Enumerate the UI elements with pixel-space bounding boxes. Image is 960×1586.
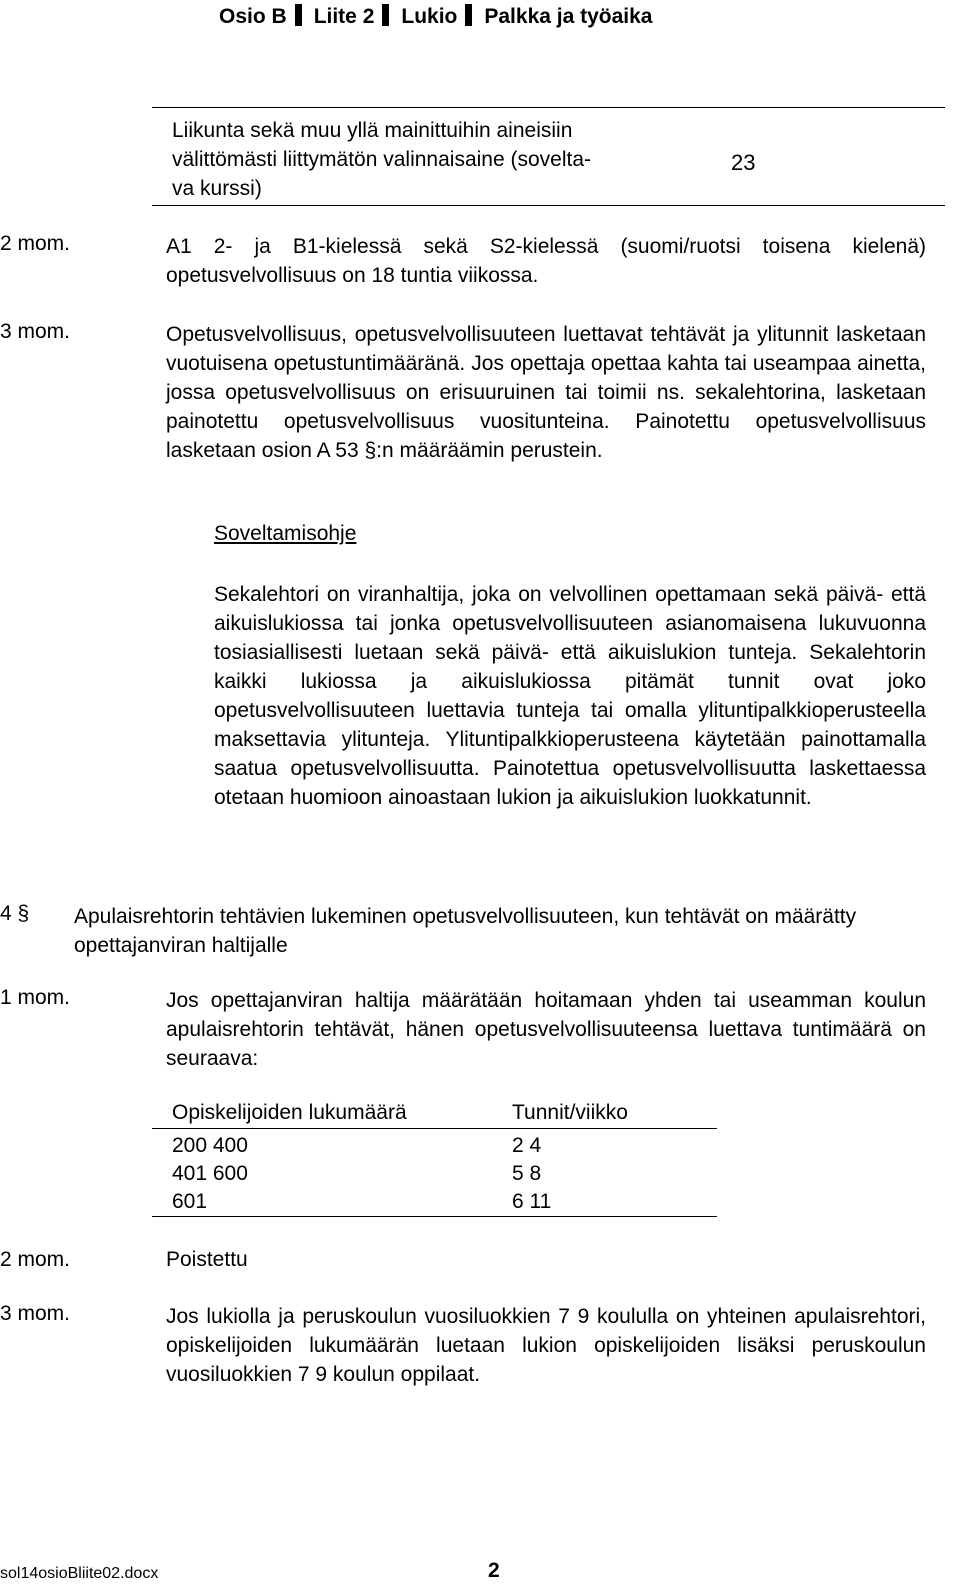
- table-header-rule: [152, 1128, 717, 1129]
- top-table-value: 23: [731, 150, 756, 175]
- s4-mom3-text: Jos lukiolla ja peruskoulun vuosiluokkien 7 9 koululla on yhteinen apulaisrehtori, opiskelijoiden lukumäärän luetaan lukion opiskelijoiden lisäksi peruskoulun vuosiluokkien 7 9 koulun oppilaat.: [166, 1305, 926, 1386]
- footer-filename: sol14osioBliite02.docx: [0, 1565, 159, 1582]
- mom3-text: Opetusvelvollisuus, opetusvelvollisuuteen luettavat tehtävät ja ylitunnit lasketaan vuotuisena opetustuntimääränä. Jos opettaja opettaa kahta tai useampaa ainetta, jossa opetusvelvollisuus on erisuuruinen tai toimii ns. sekalehtorina, lasketaan painotettu opetusvelvollisuus vuositunteina. Painotettu opetusvelvollisuus lasketaan osion A 53 §:n määräämin perustein.: [166, 323, 926, 462]
- s4-mom2-text: Poistettu: [166, 1248, 248, 1271]
- header-lukio: Lukio: [401, 5, 458, 28]
- table-bottom-rule: [152, 1216, 717, 1217]
- header-separator: [465, 4, 472, 26]
- header-separator: [295, 4, 302, 26]
- section-title: Apulaisrehtorin tehtävien lukeminen opetusvelvollisuuteen, kun tehtävät on määrätty opettajanviran haltijalle: [74, 905, 857, 957]
- guidance-heading: Soveltamisohje: [214, 522, 357, 545]
- top-table-line: välittömästi liittymätön valinnaisaine (sovelta-: [172, 148, 592, 171]
- table-cell-hours: 2 4: [512, 1134, 542, 1157]
- mom2-text: A1 2- ja B1-kielessä sekä S2-kielessä (suomi/ruotsi toisena kielenä) opetusvelvollisuus on 18 tuntia viikossa.: [166, 235, 926, 287]
- header-liite: Liite 2: [313, 5, 375, 28]
- header-osio: Osio B: [219, 5, 287, 28]
- section-number: 4 §: [0, 902, 30, 925]
- header-separator: [382, 4, 389, 26]
- table-top-rule: [152, 107, 945, 108]
- top-table-description: [172, 116, 712, 203]
- table-bottom-rule: [152, 205, 945, 206]
- s4-mom2-label: 2 mom.: [0, 1248, 71, 1271]
- guidance-text: Sekalehtori on viranhaltija, joka on velvollinen opettamaan sekä päivä- että aikuislukiossa tai jonka opetusvelvollisuuteen asianomaisena lukuvuonna tosiasiallisesti luetaan sekä päivä- että aikuislukion tunteja. Sekalehtorin kaikki lukiossa ja aikuislukiossa pitämät tunnit ovat joko opetusvelvollisuuteen luettavia tunteja tai omalla ylituntipalkkioperusteella maksettavia ylitunteja. Ylituntipalkkioperusteena käytetään painottamalla saatua opetusvelvollisuutta. Painotettua opetusvelvollisuutta laskettaessa otetaan huomioon ainoastaan lukion ja aikuislukion luokkatunnit.: [214, 583, 926, 809]
- mom2-label: 2 mom.: [0, 232, 71, 255]
- page-header: [219, 4, 653, 29]
- table-cell-students: 200 400: [172, 1134, 248, 1157]
- top-table-line: va kurssi): [172, 177, 262, 200]
- table-header-hours: Tunnit/viikko: [512, 1101, 628, 1124]
- top-table-line: Liikunta sekä muu yllä mainittuihin aineisiin: [172, 119, 573, 142]
- s4-mom1-label: 1 mom.: [0, 986, 71, 1009]
- footer-page-number: 2: [488, 1559, 500, 1582]
- table-cell-students: 401 600: [172, 1162, 248, 1185]
- table-cell-hours: 6 11: [512, 1190, 552, 1213]
- mom3-label: 3 mom.: [0, 320, 71, 343]
- s4-mom1-text: Jos opettajanviran haltija määrätään hoitamaan yhden tai useamman koulun apulaisrehtorin tehtävät, hänen opetusvelvollisuuteensa luettava tuntimäärä on seuraava:: [166, 989, 926, 1070]
- s4-mom3-label: 3 mom.: [0, 1302, 71, 1325]
- table-cell-hours: 5 8: [512, 1162, 542, 1185]
- table-cell-students: 601: [172, 1190, 208, 1213]
- table-header-students: Opiskelijoiden lukumäärä: [172, 1101, 407, 1124]
- header-title: Palkka ja työaika: [484, 5, 653, 28]
